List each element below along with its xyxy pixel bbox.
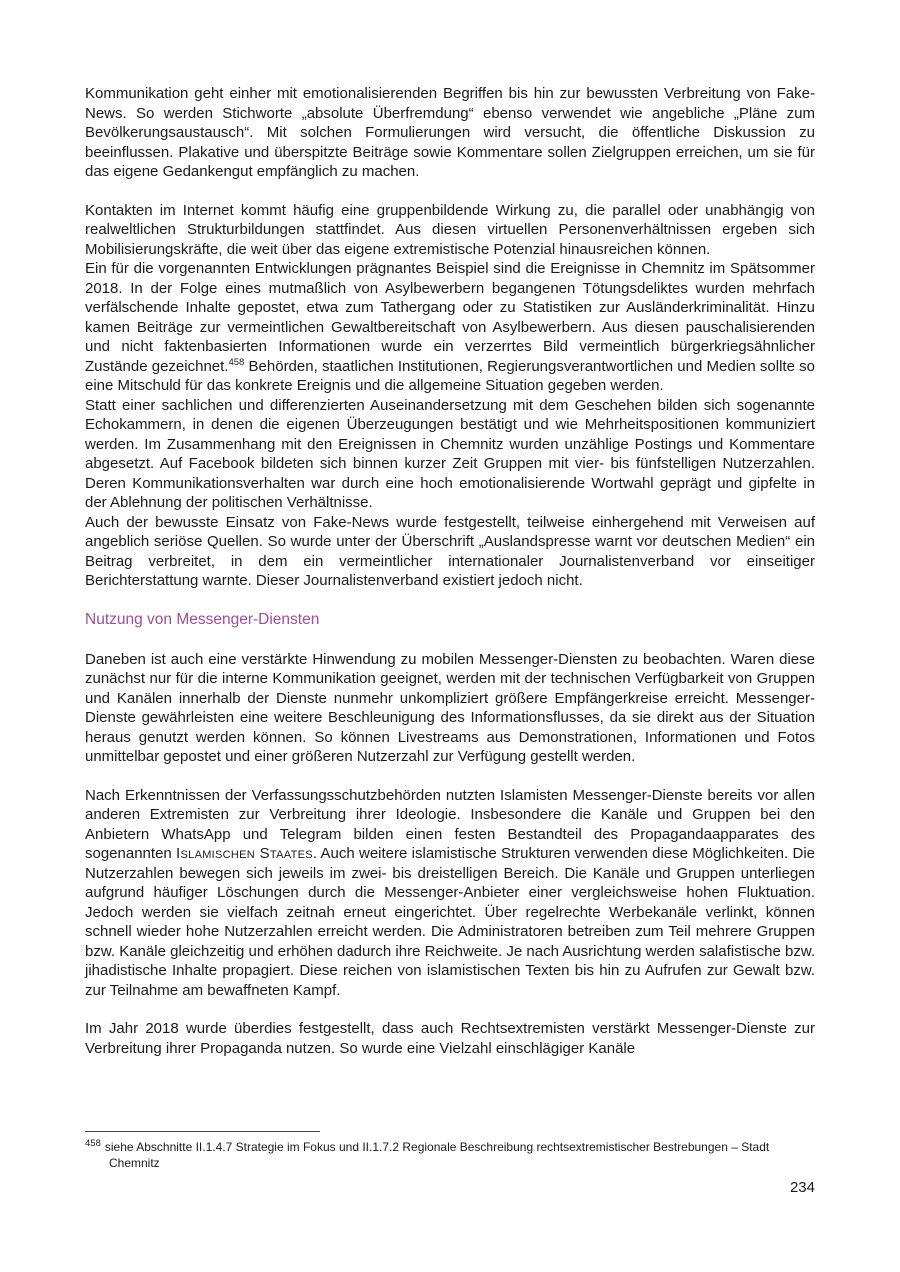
- page-content: [85, 84, 815, 1058]
- section-heading-messenger: Nutzung von Messenger-Diensten: [85, 610, 320, 628]
- page-number: 234: [789, 1179, 815, 1197]
- paragraph-text: Behörden, staatlichen Institutionen, Regierungsverantwortlichen und Medien sollte so eine Mitschuld für das konkrete Ereignis und die allgemeine Situation gegeben werden.: [85, 357, 815, 394]
- paragraph-communication: Kommunikation geht einher mit emotionalisierenden Begriffen bis hin zur bewussten Verbreitung von Fake-News. So werden Stichworte „absolute Überfremdung“ ebenso verwendet wie angebliche „Pläne zum Bevölkerungsaustausch“. Mit solchen Formulierungen wird versucht, die öffentliche Diskussion zu beeinflussen. Plakative und überspitzte Beiträge sowie Kommentare sollen Zielgruppen erreichen, um sie für das eigene Gedankengut empfänglich zu machen.: [85, 85, 815, 180]
- footnote-458: [85, 1139, 815, 1171]
- paragraph-text: Nach Erkenntnissen der Verfassungsschutzbehörden nutzten Islamisten Messenger-Dienste bereits vor allen anderen Extremisten zur Verbreitung ihrer Ideologie. Insbesondere die Kanäle und Gruppen bei den Anbietern WhatsApp und Telegram bilden einen festen Bestandteil des Propagandaapparates des sogenannten: [85, 786, 815, 863]
- paragraph-internet-contacts: Kontakten im Internet kommt häufig eine gruppenbildende Wirkung zu, die parallel oder unabhängig von realweltlichen Strukturbildungen stattfindet. Aus diesen virtuellen Personenverhältnissen ergeben sich Mobilisierungskräfte, die weit über das eigene extremistische Potenzial hinausreichen können.: [85, 201, 815, 258]
- paragraph-fake-news: Auch der bewusste Einsatz von Fake-News wurde festgestellt, teilweise einhergehend mit Verweisen auf angeblich seriöse Quellen. So wurde unter der Überschrift „Auslandspresse warnt vor deutschen Medien“ ein Beitrag verbreitet, in dem ein vermeintlicher internationaler Journalistenverband vor einseitiger Berichterstattung warnte. Dieser Journalistenverband existiert jedoch nicht.: [85, 513, 815, 589]
- footnote-ref-458: 458: [228, 356, 245, 368]
- paragraph-chemnitz: [85, 259, 815, 396]
- footnote-area: [85, 1131, 815, 1196]
- paragraph-text: Ein für die vorgenannten Entwicklungen prägnantes Beispiel sind die Ereignisse in Chemnitz im Spätsommer 2018. In der Folge eines mutmaßlich von Asylbewerbern begangenen Tötungsdeliktes wurden mehrfach verfälschende Inhalte gepostet, etwa zum Tathergang oder zu Statistiken zur Ausländerkriminalität. Hinzu kamen Beiträge zur vermeintlichen Gewaltbereitschaft von Asylbewerbern. Aus diesen pauschalisierenden und nicht faktenbasierten Informationen wurde ein verzerrtes Bild vermeintlich bürgerkriegsähnlicher Zustände gezeichnet.: [85, 260, 815, 375]
- paragraph-islamists-messenger: [85, 786, 815, 1001]
- paragraph-right-extremists: Im Jahr 2018 wurde überdies festgestellt, dass auch Rechtsextremisten verstärkt Messenger-Dienste zur Verbreitung ihrer Propaganda nutzen. So wurde eine Vielzahl einschlägiger Kanäle: [85, 1020, 815, 1057]
- footnote-number: 458: [85, 1138, 101, 1149]
- smallcaps-islamic-state: Islamischen Staates: [176, 845, 313, 863]
- paragraph-text: . Auch weitere islamistische Strukturen verwenden diese Möglichkeiten. Die Nutzerzahlen bewegen sich jeweils im zwei- bis dreistelligen Bereich. Die Kanäle und Gruppen unterliegen aufgrund häufiger Löschungen durch die Messenger-Anbieter einer vergleichsweise hohen Fluktuation. Jedoch werden sie vielfach zeitnah erneut eingerichtet. Über regelrechte Werbekanäle verlinkt, können schnell wieder hohe Nutzerzahlen erreicht werden. Die Administratoren betreiben zum Teil mehrere Gruppen bzw. Kanäle gleichzeitig und erhöhen dadurch ihre Reichweite. Je nach Ausrichtung werden salafistische bzw. jihadistische Inhalte propagiert. Diese reichen von islamistischen Texten bis hin zu Aufrufen zur Gewalt bzw. zur Teilnahme am bewaffneten Kampf.: [85, 845, 815, 999]
- footnote-separator: [85, 1131, 320, 1132]
- paragraph-echo-chambers: Statt einer sachlichen und differenzierten Auseinandersetzung mit dem Geschehen bilden sich sogenannte Echokammern, in denen die eigenen Überzeugungen bestätigt und wie Mehrheitspositionen kommuniziert werden. Im Zusammenhang mit den Ereignissen in Chemnitz wurden unzählige Postings und Kommentare abgesetzt. Auf Facebook bildeten sich binnen kurzer Zeit Gruppen mit vier- bis fünfstelligen Nutzerzahlen. Deren Kommunikationsverhalten war durch eine hoch emotionalisierende Wortwahl geprägt und gipfelte in der Ablehnung der politischen Verhältnisse.: [85, 396, 815, 511]
- paragraph-messenger-trend: Daneben ist auch eine verstärkte Hinwendung zu mobilen Messenger-Diensten zu beobachten. Waren diese zunächst nur für die interne Kommunikation geeignet, werden mit der technischen Verfügbarkeit von Gruppen und Kanälen innerhalb der Dienste nunmehr unkompliziert größere Empfängerkreise erreicht. Messenger-Dienste gewährleisten eine weitere Beschleunigung des Informationsflusses, da sie direkt aus der Situation heraus genutzt werden können. So können Livestreams aus Demonstrationen, Informationen und Fotos unmittelbar gepostet und einer größeren Nutzerzahl zur Verfügung gestellt werden.: [85, 650, 815, 766]
- footnote-text: siehe Abschnitte II.1.4.7 Strategie im Fokus und II.1.7.2 Regionale Beschreibung rechtsextremistischer Bestrebungen – Stadt Chemnitz: [104, 1140, 770, 1171]
